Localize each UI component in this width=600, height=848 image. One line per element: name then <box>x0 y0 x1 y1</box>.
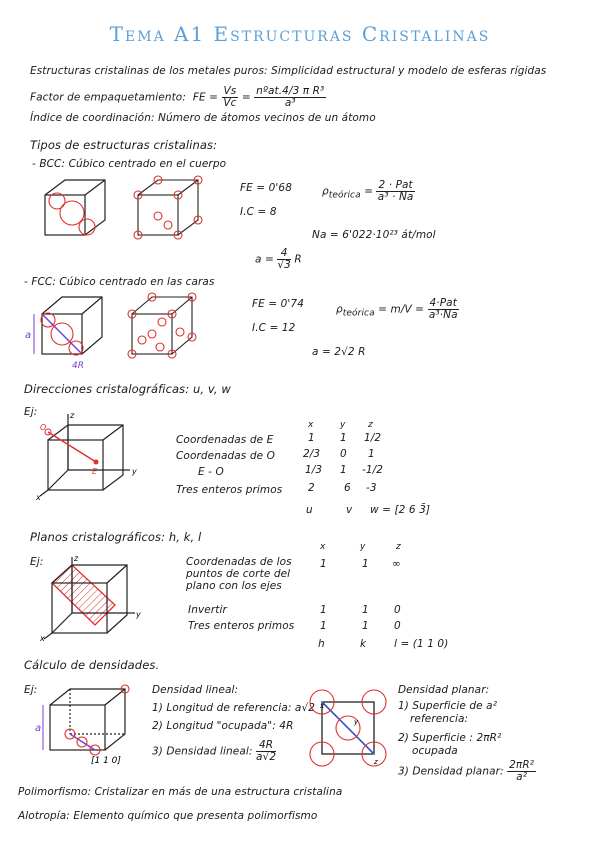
dir-row-val: 6 <box>344 482 351 494</box>
dir-result-w: w = [2 6 3̄] <box>370 504 431 516</box>
dir-point-o: O <box>40 423 47 432</box>
linear-fraction <box>256 740 276 763</box>
planar-den: a² <box>516 771 527 783</box>
plane-axis-z: z <box>74 554 79 563</box>
fe-num: nºat.4/3 π R³ <box>256 85 325 97</box>
fcc-fig-a: a <box>25 330 32 341</box>
dir-col-y: y <box>340 420 346 430</box>
planar-axis-y: y <box>354 718 359 726</box>
bcc-rho-den: a³ · Na <box>377 191 414 203</box>
fcc-rho-mid: = m/V = <box>378 303 425 316</box>
fe-symbol: FE <box>192 91 206 104</box>
dir-axis-y: y <box>132 467 137 476</box>
dir-row-val: 1 <box>340 432 347 444</box>
linear-step-1: 1) Longitud de referencia: a√2 <box>152 702 316 714</box>
planar-step-2b: ocupada <box>412 745 458 757</box>
dir-row-val: 2/3 <box>303 448 321 460</box>
plane-diagram <box>40 554 150 643</box>
planar-density-diagram <box>308 688 388 768</box>
planar-step-3-label: 3) Densidad planar: <box>398 765 504 778</box>
bcc-density: $\rho_{teórica}$ = $\frac{\text{2 · Pat}}{\text{a³ · Na}}$ <box>322 179 414 203</box>
dir-result-v: v <box>346 504 353 516</box>
dir-point-e: E <box>92 467 98 476</box>
fcc-fe: FE = 0'74 <box>252 298 304 310</box>
linear-step-2: 2) Longitud "ocupada": 4R <box>152 720 294 732</box>
dir-row-val: 0 <box>340 448 347 460</box>
plane-col-x: x <box>320 542 326 552</box>
densities-ej: Ej: <box>24 684 38 696</box>
bcc-fe: FE = 0'68 <box>240 182 292 194</box>
fcc-diagram <box>20 292 220 372</box>
bcc-diagram <box>30 175 210 245</box>
coordination-index: Índice de coordinación: Número de átomos vecinos de un átomo <box>30 112 376 124</box>
plane-row-val: 1 <box>320 620 327 632</box>
dir-row-val: -1/2 <box>362 464 384 476</box>
fcc-rho-num: 4·Pat <box>429 297 457 309</box>
fcc-ic: I.C = 12 <box>252 322 296 334</box>
linear-step-3 <box>152 740 276 763</box>
plane-row-label: Tres enteros primos <box>188 620 295 632</box>
planar-step-2v: : 2πR² <box>469 732 502 744</box>
linear-step-3-label: 3) Densidad lineal: <box>152 745 253 758</box>
plane-row-val: 1 <box>362 558 369 570</box>
dir-row-label: Tres enteros primos <box>176 484 283 496</box>
bcc-label: - BCC: Cúbico centrado en el cuerpo <box>32 158 227 170</box>
dir-row-val: 1 <box>340 464 347 476</box>
planar-axis-z: z <box>374 758 378 766</box>
rho-symbol: ρ <box>322 185 329 198</box>
fcc-rho-sub: teórica <box>342 308 375 319</box>
plane-row-val: 0 <box>394 620 401 632</box>
bcc-a-rhs: R <box>294 253 302 266</box>
avogadro: Na = 6'022·10²³ át/mol <box>312 229 436 241</box>
vc: Vc <box>223 97 237 109</box>
plane-row-val: ∞ <box>392 558 401 570</box>
planar-step-1 <box>398 700 497 712</box>
packing-label: Factor de empaquetamiento: <box>30 91 186 104</box>
fcc-density <box>336 298 459 321</box>
linear-density-diagram <box>35 685 145 765</box>
bcc-a-formula <box>255 248 302 271</box>
dir-row-val: 1 <box>368 448 375 460</box>
intro-line: Estructuras cristalinas de los metales puros: Simplicidad estructural y modelo de esferas rígidas <box>30 65 547 77</box>
dir-axis-z: z <box>70 411 75 420</box>
dir-col-z: z <box>368 420 373 430</box>
fcc-rho-den: a³·Na <box>428 309 458 321</box>
dir-row-label: Coordenadas de E <box>176 434 274 446</box>
dir-row-val: -3 <box>366 482 377 494</box>
plane-row-label: Coordenadas de los puntos de corte del plano con los ejes <box>186 556 292 592</box>
planar-step-1a: 1) Superficie de <box>398 700 483 712</box>
vs: Vs <box>223 85 237 97</box>
bcc-rho-num: 2 · Pat <box>378 179 413 191</box>
planar-step-2 <box>398 732 501 744</box>
dir-row-val: 1/3 <box>305 464 323 476</box>
bcc-a-den: √3 <box>277 259 291 271</box>
directions-ej: Ej: <box>24 406 38 418</box>
bcc-a-num: 4 <box>277 248 291 260</box>
bcc-ic: I.C = 8 <box>240 206 277 218</box>
fe-den: a³ <box>284 97 296 109</box>
plane-result-h: h <box>318 638 325 650</box>
planes-ej: Ej: <box>30 556 44 568</box>
planar-title: Densidad planar: <box>398 684 490 696</box>
planar-fraction <box>507 760 536 783</box>
planar-step-1v: a² <box>486 700 497 712</box>
densities-heading: Cálculo de densidades. <box>24 658 160 672</box>
plane-axis-x: x <box>40 634 45 643</box>
plane-result-l: l = (1 1 0) <box>394 638 449 650</box>
plane-col-z: z <box>396 542 401 552</box>
vs-vc-fraction <box>222 86 239 109</box>
directions-heading: Direcciones cristalográficas: u, v, w <box>24 382 231 396</box>
linear-den: a√2 <box>256 751 277 763</box>
bcc-a-fraction <box>277 248 291 271</box>
planar-num: 2πR² <box>509 759 535 771</box>
plane-row-val: 1 <box>362 604 369 616</box>
dir-row-label: Coordenadas de O <box>176 450 275 462</box>
plane-row-val: 1 <box>320 604 327 616</box>
dir-row-val: 1/2 <box>364 432 382 444</box>
planes-heading: Planos cristalográficos: h, k, l <box>30 530 202 544</box>
polymorphism: Polimorfismo: Cristalizar en más de una estructura cristalina <box>18 786 343 798</box>
fcc-label: - FCC: Cúbico centrado en las caras <box>24 276 215 288</box>
bcc-rho-fraction <box>376 180 414 203</box>
plane-row-val: 0 <box>394 604 401 616</box>
dir-col-x: x <box>308 420 314 430</box>
rho-sub: teórica <box>328 190 361 201</box>
fcc-fig-4r: 4R <box>72 361 84 371</box>
plane-result-k: k <box>360 638 367 650</box>
dir-row-val: 2 <box>308 482 315 494</box>
planar-axis-x: x <box>320 702 325 710</box>
fcc-rho-fraction <box>428 298 459 321</box>
fcc-rho-symbol: ρ <box>336 303 343 316</box>
bcc-a-lhs: a = <box>255 253 274 266</box>
dir-result-u: u <box>306 504 313 516</box>
allotropy: Alotropía: Elemento químico que presenta polimorfismo <box>18 810 318 822</box>
dir-row-label: E - O <box>198 466 224 478</box>
lin-fig-dir: [1 1 0] <box>91 756 121 766</box>
direction-diagram <box>30 410 140 500</box>
plane-col-y: y <box>360 542 366 552</box>
lin-fig-a: a <box>35 723 42 734</box>
planar-step-3 <box>398 760 536 783</box>
plane-row-label: Invertir <box>188 604 227 616</box>
plane-row-val: 1 <box>362 620 369 632</box>
planar-step-2a: 2) Superficie <box>398 732 466 744</box>
dir-row-val: 1 <box>308 432 315 444</box>
plane-axis-y: y <box>136 610 141 619</box>
linear-num: 4R <box>256 740 276 752</box>
fe-formula <box>254 86 326 109</box>
packing-factor-row: Factor de empaquetamiento: FE = $\frac{Vs}{Vc}$ = $\frac{\text{nºat.4/3 π R³}}{\text{a³}}$ <box>30 85 325 109</box>
dir-axis-x: x <box>36 493 41 502</box>
fcc-a-formula: a = 2√2 R <box>312 346 366 358</box>
linear-title: Densidad lineal: <box>152 684 239 696</box>
planar-step-1b: referencia: <box>410 713 469 725</box>
plane-row-val: 1 <box>320 558 327 570</box>
types-heading: Tipos de estructuras cristalinas: <box>30 138 218 152</box>
page-title: Tema A1 Estructuras Cristalinas <box>109 22 491 46</box>
